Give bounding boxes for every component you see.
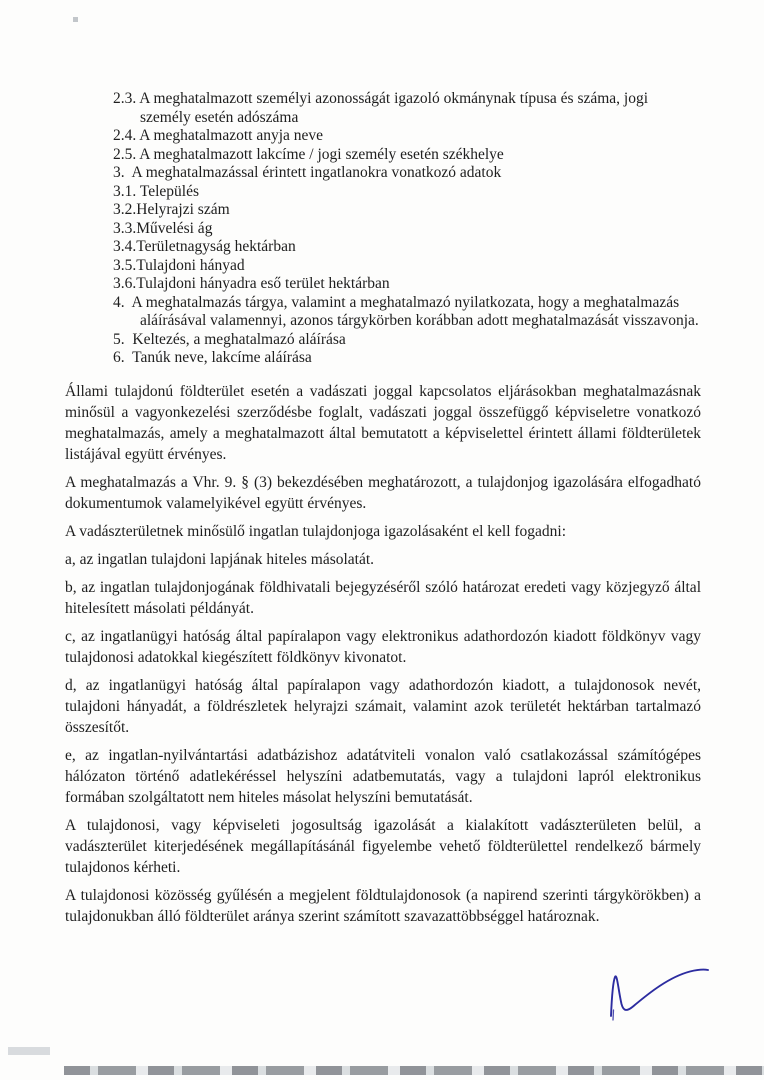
paragraph: c, az ingatlanügyi hatóság által papíralapon vagy elektronikus adathordozón kiadott földkönyv vagy tulajdonosi adatokkal kiegészített földkönyv kivonatot.: [65, 627, 705, 666]
list-item: 2.4. A meghatalmazott anyja neve: [113, 127, 324, 144]
list-item: 3.4.Területnagyság hektárban: [113, 238, 296, 255]
list-item: 4. A meghatalmazás tárgya, valamint a meghatalmazó nyilatkozata, hogy a meghatalmazás aláírásával valamennyi, azonos tárgykörben korábban adott meghatalmazását visszavonja.: [113, 293, 699, 329]
paragraph: a, az ingatlan tulajdoni lapjának hiteles másolatát.: [65, 550, 375, 568]
list-item: 2.5. A meghatalmazott lakcíme / jogi személy esetén székhelye: [113, 145, 504, 163]
scan-speck: [73, 17, 78, 22]
list-item: 3.6.Tulajdoni hányadra eső terület hektárban: [113, 275, 390, 292]
list-item: 3. A meghatalmazással érintett ingatlanokra vonatkozó adatok: [113, 164, 502, 181]
paragraph: Állami tulajdonú földterület esetén a vadászati joggal kapcsolatos eljárásokban meghatalmazásnak minősül a vagyonkezelési szerződésbe foglalt, vadászati joggal összefüggő képviseletre vonatkozó meghatalmazás, amely a meghatalmazott által bemutatott a képviselettel érintett állami földterületek listájával együtt érvényes.: [65, 382, 705, 463]
list-item: 6. Tanúk neve, lakcíme aláírása: [113, 349, 312, 366]
paragraph: A vadászterületnek minősülő ingatlan tulajdonjoga igazolásaként el kell fogadni:: [65, 522, 567, 540]
list-item: 3.2.Helyrajzi szám: [113, 201, 230, 218]
numbered-list: [113, 90, 701, 368]
paragraph: e, az ingatlan-nyilvántartási adatbázishoz adatátviteli vonalon való csatlakozással számítógépes hálózaton történő adatlekéréssel helyszíni adatbemutatás, vagy a tulajdoni lapról elektronikus formában szolgáltatott nem hiteles másolat helyszíni bemutatását.: [65, 746, 705, 806]
paragraph: A meghatalmazás a Vhr. 9. § (3) bekezdésében meghatározott, a tulajdonjog igazolására elfogadható dokumentumok valamelyikével együtt érvényes.: [65, 473, 705, 512]
list-item: 5. Keltezés, a meghatalmazó aláírása: [113, 330, 346, 348]
paragraph: A tulajdonosi, vagy képviseleti jogosultság igazolását a kialakított vadászterületen belül, a vadászterület kiterjedésének megállapításánál figyelembe vehető földterülettel rendelkező bármely tulajdonos kérheti.: [65, 816, 705, 876]
scan-artifact-blob: [8, 1047, 50, 1055]
paragraph: b, az ingatlan tulajdonjogának földhivatali bejegyzéséről szóló határozat eredeti vagy közjegyző által hitelesített másolati példányát.: [65, 578, 705, 617]
paragraph: A tulajdonosi közösség gyűlésén a megjelent földtulajdonosok (a napirend szerinti tárgykörökben) a tulajdonukban álló földterület aránya szerint számított szavazattöbbséggel határoznak.: [65, 886, 705, 925]
list-item: 3.1. Település: [113, 182, 200, 200]
list-item: 3.5.Tulajdoni hányad: [113, 256, 245, 274]
handwritten-signature-mark: [594, 964, 712, 1028]
document-content: [65, 90, 705, 927]
list-item: 2.3. A meghatalmazott személyi azonosságát igazoló okmánynak típusa és száma, jogi személy esetén adószáma: [113, 90, 652, 126]
scan-artifact-bar: [64, 1066, 764, 1075]
paragraph: d, az ingatlanügyi hatóság által papíralapon vagy adathordozón kiadott, a tulajdonosok nevét, tulajdoni hányadát, a földrészletek helyrajzi számait, valamint azok területét hektárban tartalmazó összesítőt.: [65, 676, 705, 736]
list-item: 3.3.Művelési ág: [113, 219, 213, 237]
